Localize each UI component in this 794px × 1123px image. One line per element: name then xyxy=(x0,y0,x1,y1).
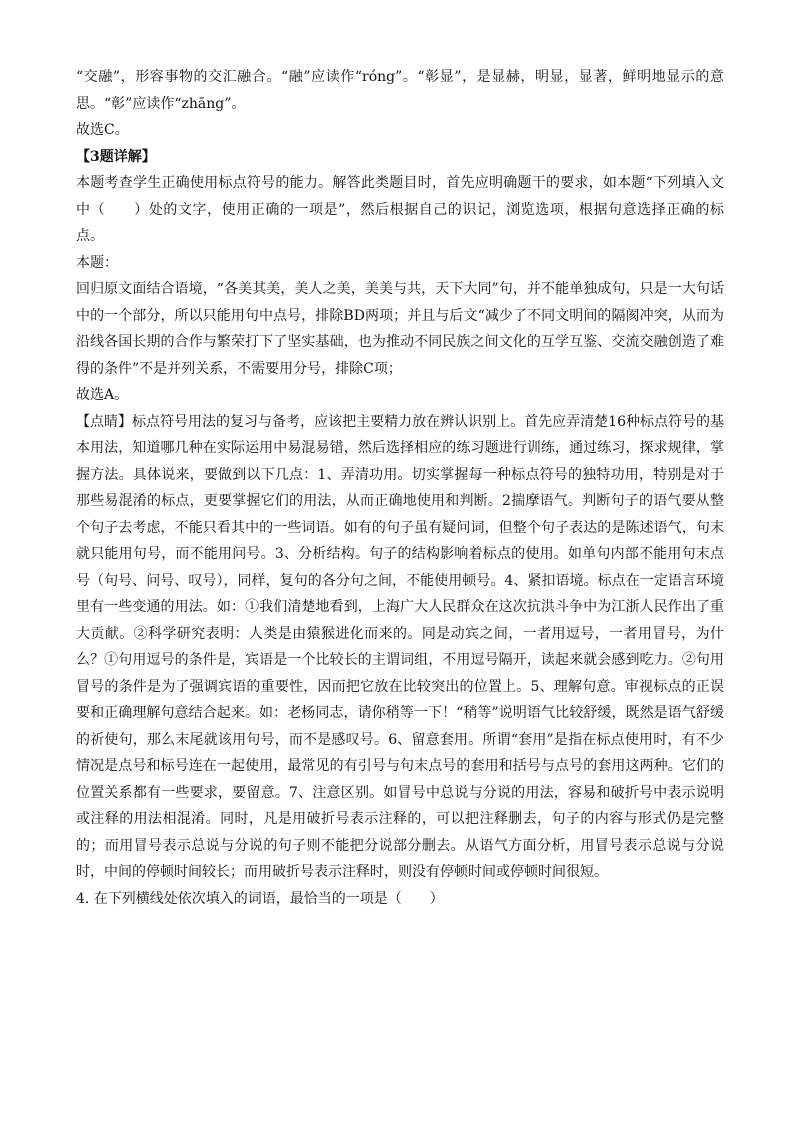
paragraph-pronunciation-explanation: “交融”，形容事物的交汇融合。“融”应读作“róng”。“彰显”，是显赫，明显，显著，鲜明地显示的意思。“彰”应读作“zhāng”。 xyxy=(76,69,724,112)
paragraph-answer-c: 故选C。 xyxy=(76,122,129,138)
paragraph-q3-analysis: 回归原文面结合语境，“各美其美，美人之美，美美与共，天下大同”句，并不能单独成句，只是一大句话中的一个部分，所以只能用句中点号，排除BD两项；并且与后文“减少了不同文明间的隔阂冲突，从而为沿线各国长期的合作与繁荣打下了坚实基础，也为推动不同民族之间文化的互学互鉴、交流交融创造了难得的条件”不是并列关系，不需要用分号，排除C项； xyxy=(76,281,724,377)
paragraph-key-points: 【点睛】标点符号用法的复习与备考，应该把主要精力放在辨认识别上。首先应弄清楚16种标点符号的基本用法，知道哪几种在实际运用中易混易错，然后选择相应的练习题进行训练，通过练习，探求规律，掌握方法。具体说来，要做到以下几点：1、弄清功用。切实掌握每一种标点符号的独特功用，特别是对于那些易混淆的标点，更要掌握它们的用法，从而正确地使用和判断。2揣摩语气。判断句子的语气要从整个句子去考虑，不能只看其中的一些词语。如有的句子虽有疑问词，但整个句子表达的是陈述语气，句末就只能用句号，而不能用问号。3、分析结构。句子的结构影响着标点的使用。如单句内部不能用句末点号（句号、问号、叹号），同样，复句的各分句之间，不能使用顿号。4、紧扣语境。标点在一定语言环境里有一些变通的用法。如：①我们清楚地看到，上海广大人民群众在这次抗洪斗争中为江浙人民作出了重大贡献。②科学研究表明：人类是由猿猴进化而来的。同是动宾之间，一者用逗号，一者用冒号，为什么？①句用逗号的条件是，宾语是一个比较长的主谓词组，不用逗号隔开，读起来就会感到吃力。②句用冒号的条件是为了强调宾语的重要性，因而把它放在比较突出的位置上。5、理解句意。审视标点的正误要和正确理解句意结合起来。如：老杨同志，请你稍等一下！“稍等”说明语气比较舒缓，既然是语气舒缓的祈使句，那么末尾就该用句号，而不是感叹号。6、留意套用。所谓“套用”是指在标点使用时，有不少情况是点号和标号连在一起使用，最常见的有引号与句末点号的套用和括号与点号的套用这两种。它们的位置关系都有一些要求，要留意。7、注意区别。如冒号中总说与分说的用法，容易和破折号中表示说明或注释的用法相混淆。同时，凡是用破折号表示注释的，可以把注释删去，句子的内容与形式仍是完整的；而用冒号表示总说与分说的句子则不能把分说部分删去。从语气方面分析，用冒号表示总说与分说时，中间的停顿时间较长；而用破折号表示注释时，则没有停顿时间或停顿时间很短。 xyxy=(76,413,724,880)
document-page xyxy=(76,64,724,912)
paragraph-q3-intro: 本题考查学生正确使用标点符号的能力。解答此类题目时，首先应明确题干的要求，如本题“下列填入文中（ ）处的文字，使用正确的一项是”，然后根据自己的识记，浏览选项，根据句意选择正确的标点。 xyxy=(76,175,724,244)
section-heading-q3: 【3题详解】 xyxy=(76,148,156,165)
paragraph-answer-a: 故选A。 xyxy=(76,387,129,403)
paragraph-this-question: 本题： xyxy=(76,254,118,271)
question-4-stem: 4. 在下列横线处依次填入的词语，最恰当的一项是（ ） xyxy=(76,890,444,907)
